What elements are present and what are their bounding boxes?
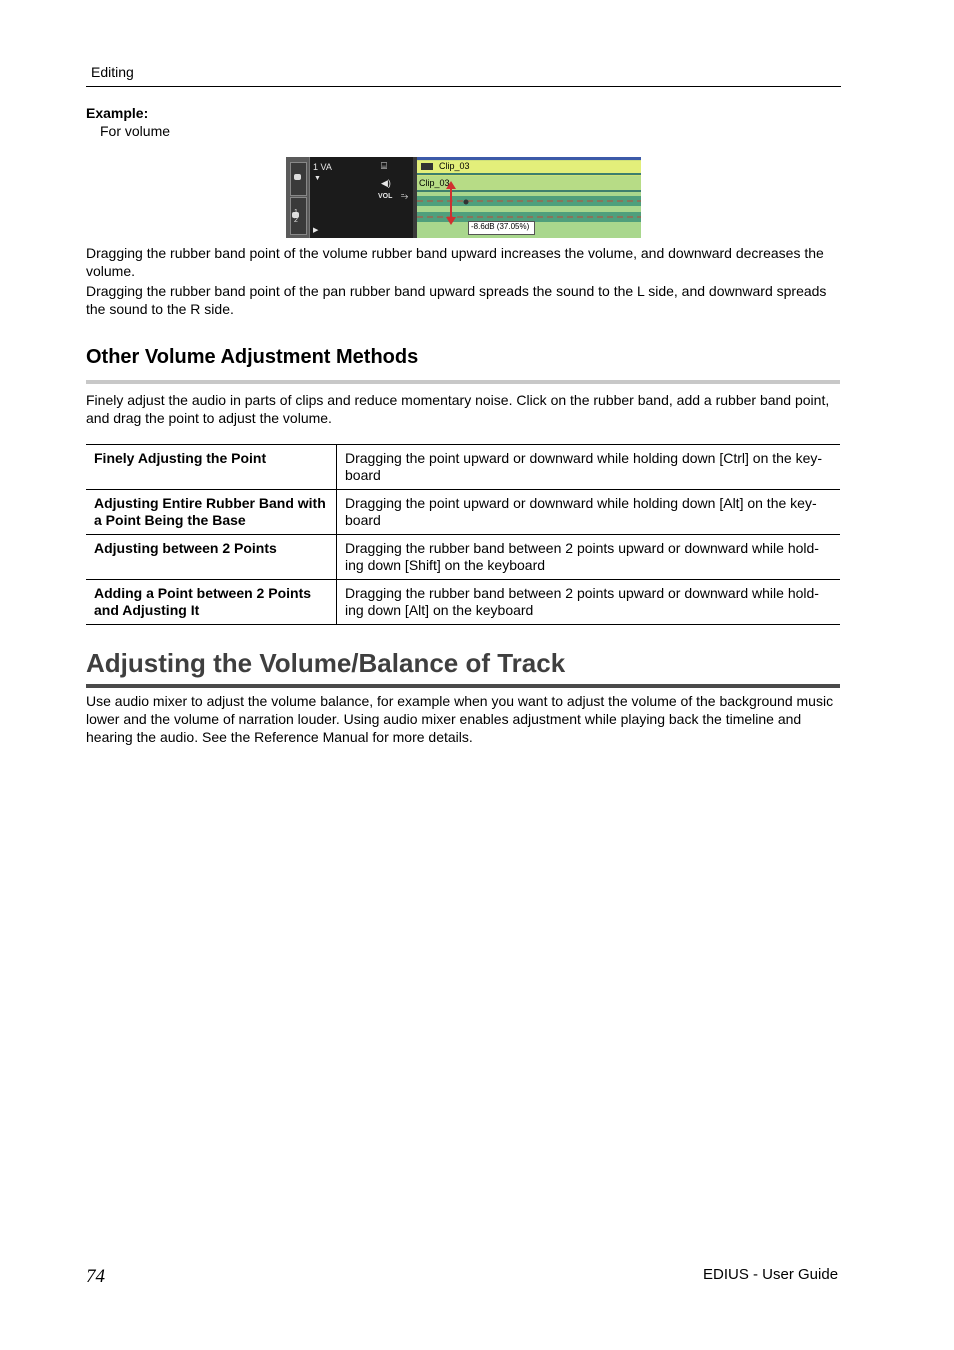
- table-term: Adding a Point between 2 Points and Adjusting It: [86, 580, 337, 625]
- paragraph-other-intro: Finely adjust the audio in parts of clips and reduce momentary noise. Click on the rubber band, add a rubber band point, and drag the point to adjust the volume.: [86, 392, 830, 426]
- section-heading-track: Adjusting the Volume/Balance of Track: [86, 648, 566, 678]
- expand-triangle-icon: ▶: [313, 227, 319, 234]
- page-number: 74: [86, 1266, 105, 1287]
- volume-tooltip: [468, 221, 535, 235]
- table-description: Dragging the point upward or downward while holding down [Alt] on the key-board: [337, 490, 841, 535]
- table-term: Adjusting Entire Rubber Band with a Point Being the Base: [86, 490, 337, 535]
- rubberband-icon: ⥲: [401, 191, 409, 201]
- table-row: [86, 580, 840, 625]
- methods-table: [86, 444, 840, 625]
- track-panel: [294, 157, 418, 238]
- tooltip-text: -8.6dB (37.05%): [471, 222, 530, 231]
- table-term: Adjusting between 2 Points: [86, 535, 337, 580]
- header-rule: [86, 86, 841, 87]
- speaker-icon: ◀): [381, 178, 391, 188]
- example-subtitle: For volume: [100, 123, 171, 139]
- table-description: Dragging the point upward or downward while holding down [Ctrl] on the key-board: [337, 445, 841, 490]
- track-label: 1 VA: [313, 162, 332, 172]
- table-row: [86, 490, 840, 535]
- running-header: Editing: [91, 64, 134, 80]
- table-term: Finely Adjusting the Point: [86, 445, 337, 490]
- section-heading-other-methods: Other Volume Adjustment Methods: [86, 346, 419, 368]
- example-label: Example:: [86, 105, 149, 121]
- table-row: [86, 445, 840, 490]
- paragraph-track-body: Use audio mixer to adjust the volume balance, for example when you want to adjust the volume of the background music lower and the volume of narration louder. Using audio mixer enables adjustment while playing back the timeline and hearing the audio. See the Reference Manual for more details.: [86, 693, 834, 745]
- track-number-2: 2: [294, 217, 298, 224]
- clip-top-label: Clip_03: [439, 161, 470, 171]
- footer-guide-title: EDIUS - User Guide: [703, 1266, 839, 1283]
- vol-label: VOL: [378, 193, 393, 200]
- paragraph-pan-drag: Dragging the rubber band point of the pan rubber band upward spreads the sound to the L side, and downward spreads the sound to the R side.: [86, 283, 827, 317]
- track-header-strip: [286, 157, 309, 238]
- film-icon: ⌸: [381, 161, 387, 172]
- table-description: Dragging the rubber band between 2 points upward or downward while hold-ing down [Alt] on the keyboard: [337, 580, 841, 625]
- section-rule: [86, 380, 840, 384]
- track-number-1: 1: [294, 209, 298, 216]
- collapse-triangle-icon: ▼: [314, 175, 321, 182]
- timeline-screenshot: [286, 157, 641, 238]
- table-row: [86, 535, 840, 580]
- timeline-area: [417, 157, 641, 238]
- paragraph-volume-drag: Dragging the rubber band point of the volume rubber band upward increases the volume, and downward decreases the volume.: [86, 245, 824, 279]
- section-heading-rule: [86, 684, 840, 688]
- table-description: Dragging the rubber band between 2 points upward or downward while hold-ing down [Shift] on the keyboard: [337, 535, 841, 580]
- clip-audio-label: Clip_03: [419, 178, 450, 188]
